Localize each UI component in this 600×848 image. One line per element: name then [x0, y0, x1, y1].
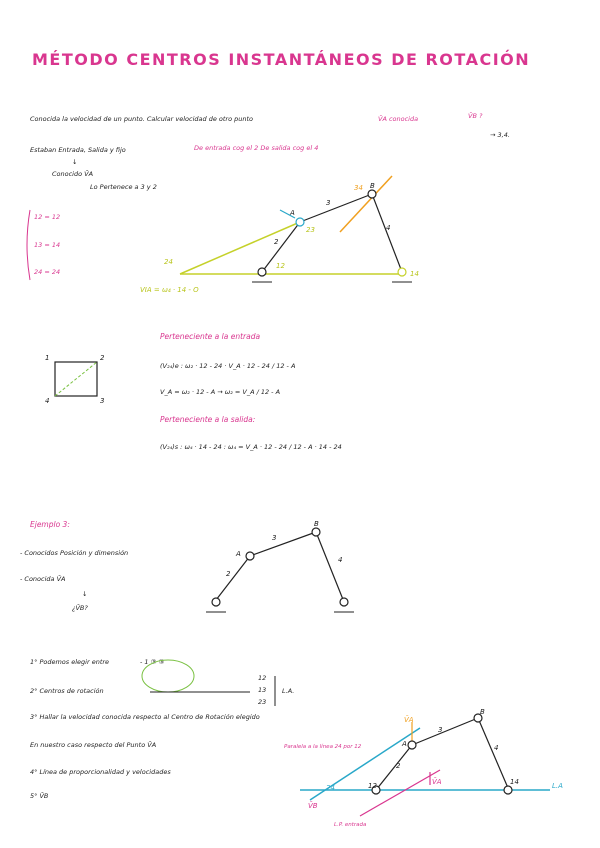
entrada-eq-2: V_A = ω₂ · 12 - A → ω₂ = V_A / 12 - A	[160, 388, 281, 396]
brace-item-2: 13 = 14	[34, 241, 61, 249]
square-diagonal	[55, 362, 97, 396]
m3-parallel-note: Paralela a la línea 24 por 12	[284, 744, 362, 750]
joint-A	[296, 218, 304, 226]
entrada-heading: Perteneciente a la entrada	[160, 332, 261, 341]
m3-label-12: 12	[368, 782, 377, 790]
example3-item-1: - Conocidos Posición y dimensión	[20, 549, 129, 557]
belongs: Lo Pertenece a 3 y 2	[90, 183, 157, 191]
va-known: V̄A conocida	[378, 115, 419, 123]
ex3-label-3: 3	[272, 534, 277, 542]
ground-12	[258, 268, 266, 276]
joint-B	[368, 190, 376, 198]
brace-item-1: 12 = 12	[34, 213, 61, 221]
m3-vb: V̄B	[308, 802, 318, 810]
example3-heading: Ejemplo 3:	[30, 520, 70, 529]
label-4: 4	[386, 224, 391, 232]
label-2: 2	[274, 238, 279, 246]
step-2-list-1: 12	[258, 674, 267, 682]
label-14: 14	[410, 270, 419, 278]
entrada-eq-1: (V₂₄)e : ω₂ · 12 - 24 · V_A · 12 - 24 / 12 - A	[160, 362, 296, 370]
known-va: Conocido V̄A	[52, 170, 94, 178]
ex3-ground-left	[212, 598, 220, 606]
ex3-link-3	[250, 532, 316, 556]
step-3b: En nuestro caso respecto del Punto V̄A	[30, 741, 157, 749]
vb-question: V̄B ?	[468, 112, 483, 120]
step-4: 4° Línea de proporcionalidad y velocidades	[30, 768, 171, 776]
m3-label-24: 24	[326, 784, 335, 792]
salida-heading: Perteneciente a la salida:	[160, 415, 256, 424]
lp-line	[360, 770, 440, 816]
link-4	[372, 194, 402, 272]
step-3: 3° Hallar la velocidad conocida respecto al Centro de Rotación elegido	[30, 713, 260, 721]
example3-question: ¿V̄B?	[72, 604, 88, 612]
label-34: 34	[354, 184, 363, 192]
step-2-la: L.A.	[282, 687, 295, 695]
ex3-joint-A	[246, 552, 254, 560]
label-B: B	[370, 182, 375, 190]
ex3-label-B: B	[314, 520, 319, 528]
square-c2: 2	[100, 354, 105, 362]
mechanism-1	[140, 176, 419, 294]
ex3-link-2	[216, 556, 250, 600]
square-c1: 1	[45, 354, 50, 362]
label-A: A	[290, 209, 295, 217]
m3-link-3	[412, 718, 478, 745]
step-2-list-3: 23	[258, 698, 267, 706]
m3-link-4	[478, 718, 508, 788]
intro-line-2: Estaban Entrada, Salida y fijo	[30, 146, 126, 154]
m3-label-4: 4	[494, 744, 499, 752]
ex3-label-2: 2	[226, 570, 231, 578]
ref-34: → 3,4.	[490, 131, 510, 139]
brace-shape	[27, 210, 30, 280]
step-1: 1° Podemos elegir entre	[30, 658, 110, 666]
example3-item-2: - Conocida V̄A	[20, 575, 66, 583]
step-2-list-2: 13	[258, 686, 267, 694]
m3-label-B: B	[480, 708, 485, 716]
m3-va: V̄A	[404, 716, 414, 724]
step-5: 5° V̄B	[30, 792, 49, 800]
m3-la: L.A	[552, 782, 563, 790]
intro-line-1: Conocida la velocidad de un punto. Calcular velocidad de otro punto	[30, 115, 254, 123]
example3-arrow: ↓	[82, 590, 88, 598]
label-12: 12	[276, 262, 285, 270]
m3-label-14: 14	[510, 778, 519, 786]
m3-ground-14	[504, 786, 512, 794]
page-title: MÉTODO CENTROS INSTANTÁNEOS DE ROTACIÓN	[32, 50, 531, 69]
choice-circle	[142, 660, 194, 692]
mechanism1-formula: VIA = ω₄ · 14 - O	[140, 286, 199, 294]
m3-joint-A	[408, 741, 416, 749]
step-1-choices: - 1 ③ ③	[140, 658, 165, 666]
label-23: 23	[306, 226, 315, 234]
m3-label-2: 2	[396, 762, 401, 770]
step-2: 2° Centros de rotación	[30, 687, 104, 695]
mechanism-2	[206, 520, 354, 612]
mechanism-3	[284, 708, 563, 828]
ex3-link-4	[316, 532, 344, 602]
ex3-label-4: 4	[338, 556, 343, 564]
square-c3: 3	[100, 397, 105, 405]
m3-lp: L.P. entrada	[334, 822, 367, 828]
salida-eq: (V₂₄)s : ω₄ · 14 - 24 : ω₄ = V_A · 12 - 24 / 12 - A · 14 - 24	[160, 443, 342, 451]
intro-line-2-pink: De entrada cog el 2 De salida cog el 4	[194, 144, 319, 152]
m3-va2: V̄A	[432, 778, 442, 786]
ground-14	[398, 268, 406, 276]
m3-label-A: A	[402, 740, 407, 748]
brace-item-3: 24 = 24	[34, 268, 61, 276]
link-3	[300, 194, 372, 222]
ex3-joint-B	[312, 528, 320, 536]
m3-link-2	[376, 745, 412, 790]
intro-arrow: ↓	[72, 158, 78, 166]
ex3-ground-right	[340, 598, 348, 606]
m3-label-3: 3	[438, 726, 443, 734]
label-3: 3	[326, 199, 331, 207]
square-diagram	[45, 354, 105, 405]
label-24: 24	[164, 258, 173, 266]
square-c4: 4	[45, 397, 50, 405]
ex3-label-A: A	[236, 550, 241, 558]
